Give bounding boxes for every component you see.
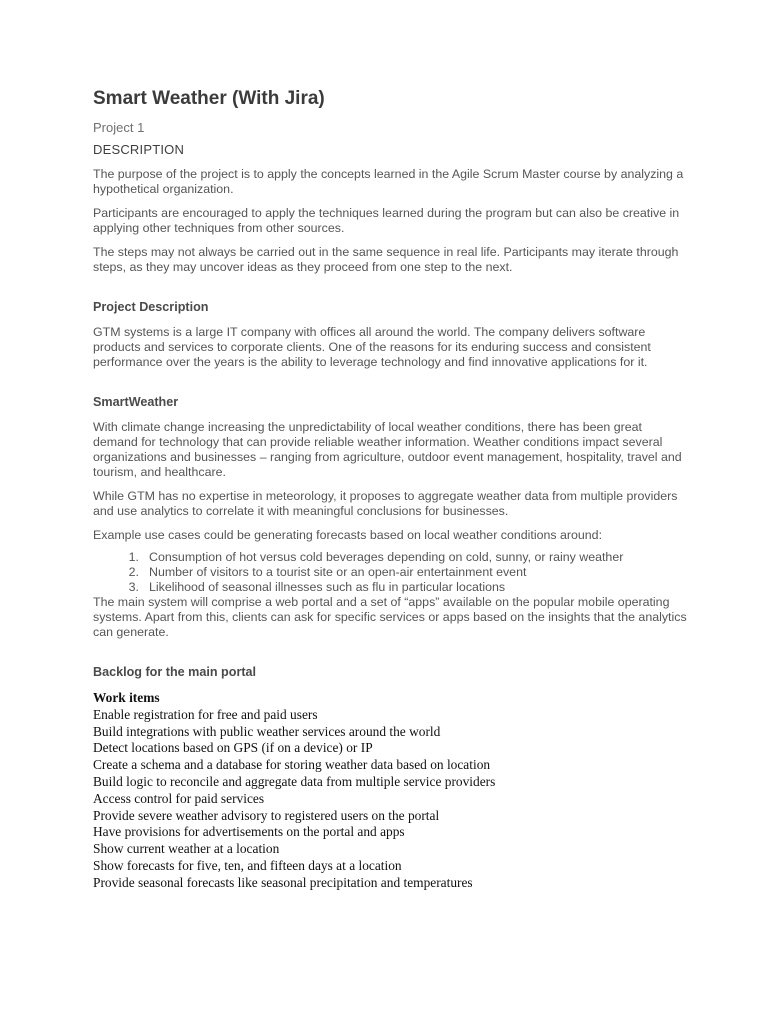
work-item: Build logic to reconcile and aggregate data from multiple service providers [93,773,496,789]
smartweather-paragraph: Example use cases could be generating forecasts based on local weather conditions around: [93,528,603,542]
work-item: Have provisions for advertisements on the portal and apps [93,824,405,840]
smartweather-heading: SmartWeather [93,395,179,409]
document-title: Smart Weather (With Jira) [93,88,325,109]
list-item-number: 1. [128,550,139,564]
list-item-number: 3. [128,580,139,594]
smartweather-paragraph: With climate change increasing the unpredictability of local weather conditions, there has been great demand for technology that can provide reliable weather information. Weather conditions impact several organizations and businesses – ranging from agriculture, outdoor event management, hospitality, travel and tourism, and healthcare. [93,420,682,479]
list-item-text: Likelihood of seasonal illnesses such as flu in particular locations [149,580,506,594]
intro-paragraph: The steps may not always be carried out in the same sequence in real life. Participants may iterate through steps, as they may uncover ideas as they proceed from one step to the next. [93,245,679,274]
work-item: Enable registration for free and paid users [93,706,318,722]
work-items-heading: Work items [93,690,160,705]
smartweather-closing-paragraph: The main system will comprise a web portal and a set of “apps” available on the popular mobile operating systems. Apart from this, clients can ask for specific services or apps based on the insights that the analytics can generate. [93,595,687,639]
project-description-paragraph: GTM systems is a large IT company with offices all around the world. The company delivers software products and services to corporate clients. One of the reasons for its enduring success and consistent performance over the years is the ability to leverage technology and find innovative applications for it. [93,325,651,369]
work-item: Show current weather at a location [93,841,280,857]
list-item-number: 2. [128,565,139,579]
list-item [93,550,688,565]
description-heading: DESCRIPTION [93,142,185,157]
list-item [93,580,688,595]
list-item [93,565,688,580]
intro-paragraph: The purpose of the project is to apply the concepts learned in the Agile Scrum Master course by analyzing a hypothetical organization. [93,167,684,196]
work-item: Provide severe weather advisory to registered users on the portal [93,807,440,823]
project-description-heading: Project Description [93,300,209,314]
work-items-list [93,707,688,892]
work-item: Create a schema and a database for storing weather data based on location [93,757,491,773]
work-item: Build integrations with public weather services around the world [93,723,441,739]
work-item: Access control for paid services [93,790,265,806]
list-item-text: Consumption of hot versus cold beverages depending on cold, sunny, or rainy weather [149,550,624,564]
work-item: Show forecasts for five, ten, and fifteen days at a location [93,857,402,873]
project-number: Project 1 [93,120,145,135]
use-case-list [93,550,688,595]
work-item: Detect locations based on GPS (if on a device) or IP [93,740,373,756]
work-item: Provide seasonal forecasts like seasonal precipitation and temperatures [93,874,473,890]
intro-paragraph: Participants are encouraged to apply the techniques learned during the program but can also be creative in applying other techniques from other sources. [93,206,680,235]
list-item-text: Number of visitors to a tourist site or an open-air entertainment event [149,565,527,579]
smartweather-paragraph: While GTM has no expertise in meteorology, it proposes to aggregate weather data from multiple providers and use analytics to correlate it with meaningful conclusions for businesses. [93,489,678,518]
work-items-section [93,690,688,892]
backlog-heading: Backlog for the main portal [93,665,257,679]
